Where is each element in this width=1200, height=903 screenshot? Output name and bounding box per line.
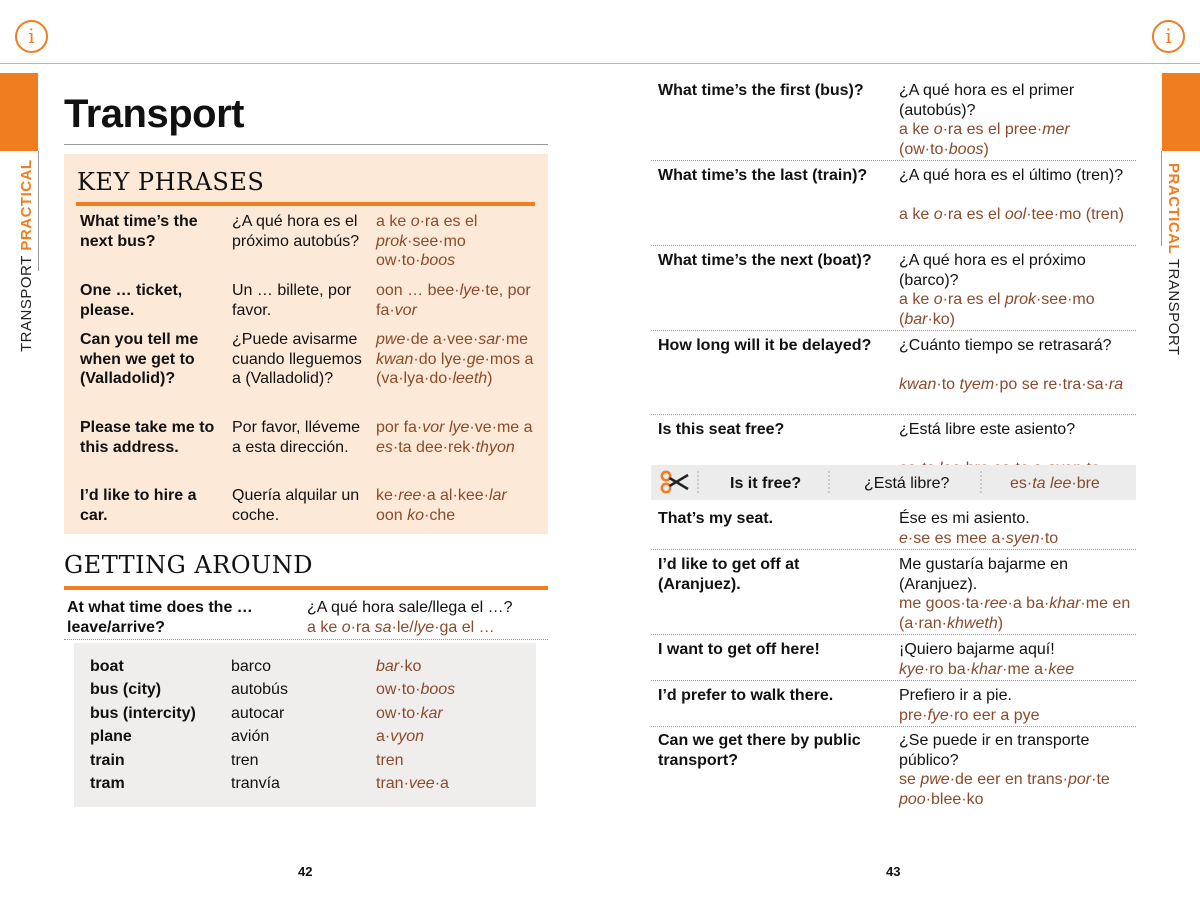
key-phrases-rule: [76, 202, 535, 206]
phrase-english: How long will it be delayed?: [658, 337, 872, 354]
phrase-pronunciation: pwe·de a·vee·sar·me kwan·do lye·ge·mos a (va·lya·do·leeth): [376, 331, 534, 388]
phrase-pronunciation: me goos·ta·ree·a ba·khar·me en (a·ran·khweth): [899, 595, 1131, 632]
side-label-section: TRANSPORT: [1165, 258, 1182, 356]
phrase-spanish: Me gustaría bajarme en (Aranjuez).: [899, 556, 1068, 593]
vocab-pronunciation: tran·vee·a: [376, 775, 449, 792]
vocab-english: train: [90, 751, 125, 769]
vocab-spanish: barco: [231, 658, 272, 675]
tab-line-left: [38, 151, 39, 271]
phrase-english: What time’s the first (bus)?: [658, 82, 864, 99]
phrase-spanish: ¡Quiero bajarme aquí!: [899, 641, 1055, 658]
phrase-english: Can you tell me when we get to (Valladolid)?: [80, 331, 199, 388]
phrase-spanish: ¿Puede avisarme cuando lleguemos a (Valladolid)?: [232, 331, 362, 388]
vocab-english: boat: [90, 658, 124, 675]
phrase-english: Please take me to this address.: [80, 419, 215, 456]
vocab-spanish: tranvía: [231, 775, 280, 792]
scissors-icon: [660, 470, 690, 494]
side-label-right: [1165, 163, 1182, 356]
phrase-spanish: ¿Está libre este asiento?: [899, 421, 1076, 438]
vocab-spanish: avión: [231, 728, 270, 746]
row-divider: [651, 549, 1136, 550]
header-rule: [0, 63, 1200, 64]
phrase-english: What time’s the next (boat)?: [658, 252, 872, 269]
intro-english: At what time does the … leave/arrive?: [67, 599, 253, 636]
intro-pronunciation: a ke o·ra sa·le/lye·ga el …: [307, 619, 495, 636]
page-number-left: 42: [298, 864, 313, 879]
vocab-english: plane: [90, 728, 132, 746]
vocab-spanish: autocar: [231, 704, 285, 722]
phrase-english: What time’s the last (train)?: [658, 167, 868, 184]
vocab-pronunciation: tren: [376, 751, 404, 769]
title-rule: [64, 144, 548, 145]
tip-divider: [980, 471, 982, 493]
phrase-english: Is this seat free?: [658, 421, 785, 438]
phrase-english: What time’s the next bus?: [80, 213, 198, 250]
getting-around-heading: GETTING AROUND: [64, 551, 313, 579]
vocab-spanish: tren: [231, 751, 259, 769]
tip-english: Is it free?: [730, 475, 802, 492]
intro-divider: [64, 639, 548, 640]
phrase-spanish: Quería alquilar un coche.: [232, 487, 360, 524]
vocab-pronunciation: ow·to·kar: [376, 704, 443, 722]
vocab-english: bus (city): [90, 681, 162, 699]
tip-spanish: ¿Está libre?: [864, 475, 950, 492]
phrase-english: I’d prefer to walk there.: [658, 687, 834, 704]
phrase-pronunciation: ke·ree·a al·kee·lar oon ko·che: [376, 487, 507, 524]
phrase-spanish: Por favor, lléveme a esta dirección.: [232, 419, 361, 456]
page-number-right: 43: [886, 864, 901, 879]
side-label-left: [18, 159, 35, 352]
phrase-pronunciation: a ke o·ra es el prok·see·mo ow·to·boos: [376, 213, 478, 270]
tab-line-right: [1161, 151, 1162, 246]
phrase-spanish: ¿A qué hora es el primer (autobús)?: [899, 82, 1075, 119]
phrase-pronunciation: se pwe·de eer en trans·por·te poo·blee·ko: [899, 771, 1110, 808]
info-icon-right: i: [1152, 20, 1185, 53]
phrase-english: I want to get off here!: [658, 641, 820, 658]
phrase-english: That’s my seat.: [658, 510, 774, 527]
info-icon: i: [15, 20, 48, 53]
row-divider: [651, 680, 1136, 681]
side-label-category: PRACTICAL: [18, 159, 35, 251]
phrase-pronunciation: a ke o·ra es el ool·tee·mo (tren): [899, 206, 1124, 224]
phrase-english: I’d like to hire a car.: [80, 487, 197, 524]
phrase-pronunciation: a ke o·ra es el prok·see·mo (bar·ko): [899, 291, 1095, 328]
vocab-pronunciation: a·vyon: [376, 728, 425, 746]
section-tab-left: [0, 73, 38, 151]
vocab-english: bus (intercity): [90, 704, 196, 722]
page-title: Transport: [64, 92, 244, 136]
phrase-pronunciation: a ke o·ra es el pree·mer (ow·to·boos): [899, 121, 1070, 158]
phrase-pronunciation: por fa·vor lye·ve·me a es·ta dee·rek·thyon: [376, 419, 533, 456]
row-divider: [651, 414, 1136, 415]
row-divider: [651, 726, 1136, 727]
getting-around-rule: [64, 586, 548, 590]
tip-divider: [828, 471, 830, 493]
phrase-spanish: ¿Se puede ir en transporte público?: [899, 732, 1090, 769]
phrase-pronunciation: oon … bee·lye·te, por fa·vor: [376, 282, 531, 319]
phrase-spanish: ¿A qué hora es el próximo (barco)?: [899, 252, 1086, 289]
phrase-pronunciation: e·se es mee a·syen·to: [899, 529, 1059, 547]
vocab-spanish: autobús: [231, 681, 288, 699]
side-label-section: TRANSPORT: [18, 255, 35, 352]
phrase-spanish: Un … billete, por favor.: [232, 282, 352, 319]
phrase-spanish: Prefiero ir a pie.: [899, 687, 1012, 704]
key-phrases-heading: KEY PHRASES: [77, 168, 265, 196]
phrase-pronunciation: kye·ro ba·khar·me a·kee: [899, 660, 1075, 678]
vocab-pronunciation: bar·ko: [376, 658, 422, 675]
intro-spanish: ¿A qué hora sale/llega el …?: [307, 599, 513, 616]
phrase-english: Can we get there by public transport?: [658, 732, 861, 769]
vocab-english: tram: [90, 775, 125, 792]
phrase-pronunciation: pre·fye·ro eer a pye: [899, 706, 1040, 724]
phrase-spanish: ¿Cuánto tiempo se retrasará?: [899, 337, 1112, 354]
phrase-spanish: ¿A qué hora es el último (tren)?: [899, 167, 1124, 184]
row-divider: [651, 330, 1136, 331]
phrase-spanish: Ése es mi asiento.: [899, 510, 1030, 527]
vocab-pronunciation: ow·to·boos: [376, 681, 456, 699]
side-label-category: PRACTICAL: [1165, 163, 1182, 255]
phrase-english: I’d like to get off at (Aranjuez).: [658, 556, 800, 593]
phrase-english: One … ticket, please.: [80, 282, 183, 319]
row-divider: [651, 160, 1136, 161]
row-divider: [651, 245, 1136, 246]
row-divider: [651, 634, 1136, 635]
tip-pronunciation: es·ta lee·bre: [1010, 475, 1100, 492]
phrase-spanish: ¿A qué hora es el próximo autobús?: [232, 213, 360, 250]
section-tab-right: [1162, 73, 1200, 151]
phrase-pronunciation: kwan·to tyem·po se re·tra·sa·ra: [899, 376, 1124, 394]
tip-divider: [697, 471, 699, 493]
